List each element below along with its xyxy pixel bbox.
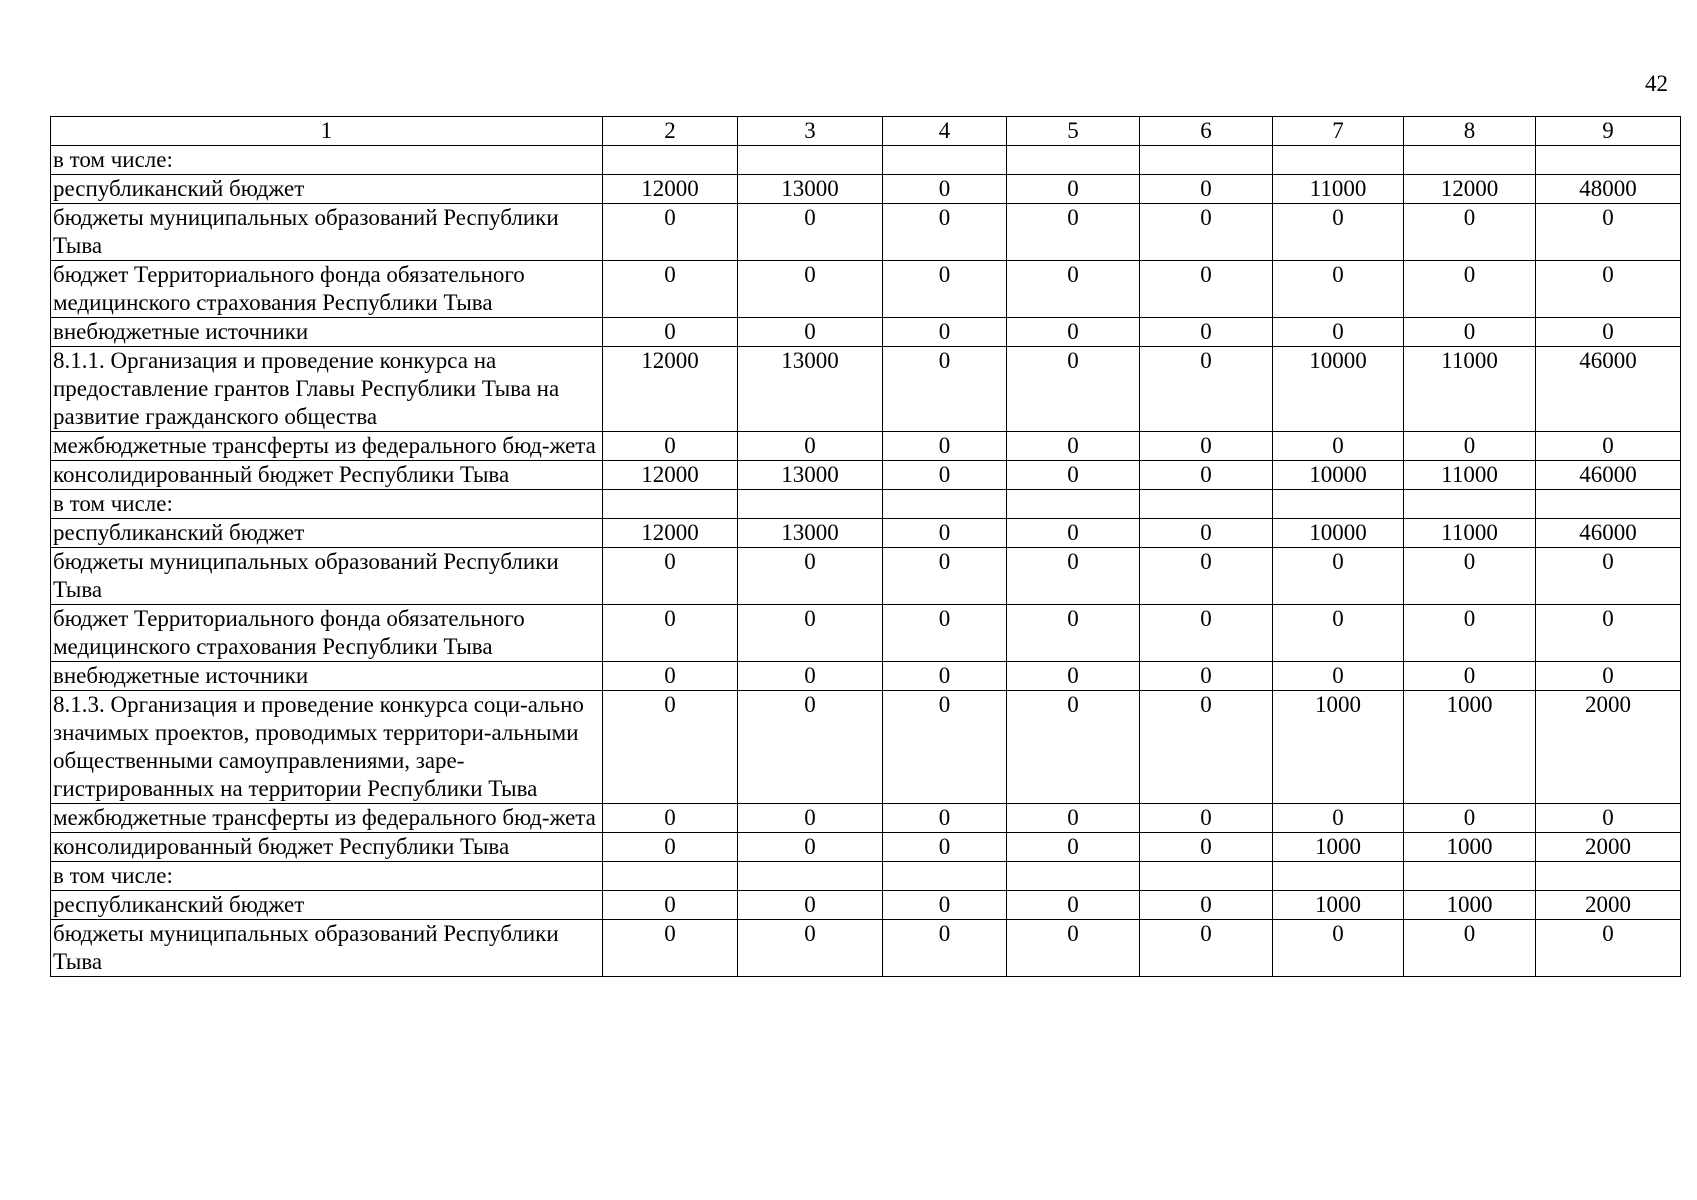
cell-value: 12000	[1404, 175, 1536, 204]
cell-value: 0	[738, 804, 883, 833]
cell-value: 0	[1140, 347, 1273, 432]
cell-value: 0	[1007, 519, 1140, 548]
cell-value: 0	[1007, 261, 1140, 318]
row-label: межбюджетные трансферты из федерального бюд-жета	[51, 804, 603, 833]
cell-value	[603, 490, 738, 519]
cell-value: 11000	[1273, 175, 1404, 204]
cell-value: 0	[1273, 920, 1404, 977]
cell-value: 2000	[1536, 691, 1681, 804]
cell-value: 0	[1007, 662, 1140, 691]
row-label: бюджет Территориального фонда обязательного медицинского страхования Республики Тыва	[51, 261, 603, 318]
cell-value: 0	[738, 548, 883, 605]
row-label: бюджет Территориального фонда обязательного медицинского страхования Республики Тыва	[51, 605, 603, 662]
cell-value	[1140, 862, 1273, 891]
row-label: в том числе:	[51, 490, 603, 519]
cell-value: 0	[1404, 432, 1536, 461]
cell-value	[1140, 146, 1273, 175]
cell-value: 0	[883, 347, 1007, 432]
table-row	[51, 261, 1681, 318]
cell-value: 0	[1140, 318, 1273, 347]
cell-value: 0	[1007, 432, 1140, 461]
cell-value: 0	[1536, 804, 1681, 833]
cell-value: 0	[883, 804, 1007, 833]
cell-value: 46000	[1536, 519, 1681, 548]
table-row	[51, 432, 1681, 461]
cell-value: 0	[1007, 804, 1140, 833]
cell-value: 0	[1007, 833, 1140, 862]
cell-value: 13000	[738, 347, 883, 432]
cell-value: 0	[1536, 318, 1681, 347]
table-row	[51, 833, 1681, 862]
cell-value: 48000	[1536, 175, 1681, 204]
table-row	[51, 920, 1681, 977]
cell-value: 0	[738, 432, 883, 461]
cell-value: 13000	[738, 461, 883, 490]
column-header: 7	[1273, 117, 1404, 146]
cell-value: 0	[1536, 204, 1681, 261]
cell-value: 0	[1273, 548, 1404, 605]
cell-value	[1404, 146, 1536, 175]
cell-value: 12000	[603, 461, 738, 490]
cell-value: 10000	[1273, 347, 1404, 432]
cell-value: 12000	[603, 347, 738, 432]
cell-value: 0	[1007, 920, 1140, 977]
cell-value: 0	[1007, 691, 1140, 804]
cell-value: 0	[883, 519, 1007, 548]
cell-value	[603, 862, 738, 891]
cell-value: 0	[1007, 175, 1140, 204]
row-label: консолидированный бюджет Республики Тыва	[51, 833, 603, 862]
cell-value: 0	[1404, 548, 1536, 605]
cell-value: 0	[1273, 605, 1404, 662]
cell-value: 0	[603, 804, 738, 833]
cell-value: 0	[883, 432, 1007, 461]
cell-value	[738, 862, 883, 891]
cell-value: 0	[738, 605, 883, 662]
cell-value	[1273, 862, 1404, 891]
table-row	[51, 548, 1681, 605]
row-label: внебюджетные источники	[51, 662, 603, 691]
cell-value: 0	[1140, 804, 1273, 833]
row-label: республиканский бюджет	[51, 519, 603, 548]
cell-value	[1007, 862, 1140, 891]
table-row	[51, 804, 1681, 833]
cell-value: 0	[883, 461, 1007, 490]
cell-value: 0	[1404, 318, 1536, 347]
cell-value: 0	[883, 891, 1007, 920]
row-label: 8.1.1. Организация и проведение конкурса на предоставление грантов Главы Республики Тыва на развитие гражданского общества	[51, 347, 603, 432]
column-header: 2	[603, 117, 738, 146]
cell-value: 0	[1140, 920, 1273, 977]
cell-value: 12000	[603, 175, 738, 204]
cell-value: 0	[1140, 519, 1273, 548]
row-label: в том числе:	[51, 146, 603, 175]
cell-value: 0	[1140, 204, 1273, 261]
cell-value: 0	[1536, 605, 1681, 662]
table-body	[51, 117, 1681, 977]
cell-value: 0	[1140, 891, 1273, 920]
cell-value: 0	[738, 662, 883, 691]
cell-value: 0	[1140, 605, 1273, 662]
row-label: республиканский бюджет	[51, 175, 603, 204]
row-label: 8.1.3. Организация и проведение конкурса соци-ально значимых проектов, проводимых территори-альными общественными самоуправлениями, заре-гистрированных на территории Республики Тыва	[51, 691, 603, 804]
cell-value: 0	[1404, 204, 1536, 261]
column-header: 9	[1536, 117, 1681, 146]
row-label: республиканский бюджет	[51, 891, 603, 920]
cell-value: 0	[603, 691, 738, 804]
cell-value	[883, 490, 1007, 519]
cell-value	[1536, 146, 1681, 175]
cell-value: 0	[1007, 461, 1140, 490]
cell-value: 0	[738, 833, 883, 862]
table-row	[51, 146, 1681, 175]
cell-value: 0	[738, 204, 883, 261]
cell-value	[738, 146, 883, 175]
cell-value: 0	[1273, 204, 1404, 261]
cell-value: 0	[1273, 432, 1404, 461]
cell-value: 0	[603, 204, 738, 261]
cell-value	[1007, 490, 1140, 519]
row-label: внебюджетные источники	[51, 318, 603, 347]
cell-value: 2000	[1536, 833, 1681, 862]
cell-value: 0	[1536, 432, 1681, 461]
cell-value: 0	[883, 833, 1007, 862]
cell-value: 0	[1140, 461, 1273, 490]
table-row	[51, 662, 1681, 691]
cell-value: 1000	[1273, 833, 1404, 862]
table-row	[51, 347, 1681, 432]
cell-value: 1000	[1273, 691, 1404, 804]
cell-value: 0	[1140, 548, 1273, 605]
cell-value: 0	[883, 920, 1007, 977]
cell-value: 0	[1536, 662, 1681, 691]
table-row	[51, 605, 1681, 662]
cell-value: 1000	[1273, 891, 1404, 920]
cell-value: 11000	[1404, 519, 1536, 548]
cell-value: 0	[1007, 891, 1140, 920]
table-row	[51, 175, 1681, 204]
cell-value	[1273, 146, 1404, 175]
cell-value: 0	[1536, 920, 1681, 977]
row-label: консолидированный бюджет Республики Тыва	[51, 461, 603, 490]
cell-value: 0	[1140, 261, 1273, 318]
cell-value: 0	[883, 605, 1007, 662]
cell-value: 0	[1273, 318, 1404, 347]
cell-value: 13000	[738, 519, 883, 548]
cell-value: 0	[1140, 432, 1273, 461]
cell-value: 1000	[1404, 691, 1536, 804]
column-header: 4	[883, 117, 1007, 146]
cell-value: 2000	[1536, 891, 1681, 920]
row-label: в том числе:	[51, 862, 603, 891]
table-row	[51, 862, 1681, 891]
cell-value: 0	[1007, 605, 1140, 662]
cell-value: 46000	[1536, 347, 1681, 432]
cell-value: 0	[603, 605, 738, 662]
page-number: 42	[1645, 71, 1668, 96]
cell-value	[1536, 490, 1681, 519]
cell-value: 0	[1007, 347, 1140, 432]
table-row	[51, 490, 1681, 519]
cell-value: 0	[1140, 691, 1273, 804]
cell-value: 11000	[1404, 347, 1536, 432]
cell-value: 11000	[1404, 461, 1536, 490]
column-header: 1	[51, 117, 603, 146]
cell-value: 46000	[1536, 461, 1681, 490]
cell-value	[883, 146, 1007, 175]
header-row	[51, 117, 1681, 146]
row-label: бюджеты муниципальных образований Республики Тыва	[51, 920, 603, 977]
column-header: 3	[738, 117, 883, 146]
table-row	[51, 519, 1681, 548]
cell-value: 0	[883, 261, 1007, 318]
cell-value: 0	[1404, 261, 1536, 318]
cell-value: 0	[883, 662, 1007, 691]
table-row	[51, 204, 1681, 261]
column-header: 6	[1140, 117, 1273, 146]
cell-value	[1273, 490, 1404, 519]
cell-value	[1404, 490, 1536, 519]
cell-value: 0	[1404, 605, 1536, 662]
column-header: 5	[1007, 117, 1140, 146]
cell-value: 0	[738, 891, 883, 920]
row-label: бюджеты муниципальных образований Республики Тыва	[51, 204, 603, 261]
cell-value: 0	[883, 548, 1007, 605]
cell-value	[738, 490, 883, 519]
cell-value: 0	[1007, 548, 1140, 605]
cell-value	[1404, 862, 1536, 891]
budget-table	[50, 116, 1681, 977]
cell-value: 0	[1273, 261, 1404, 318]
cell-value: 0	[1536, 261, 1681, 318]
cell-value	[603, 146, 738, 175]
cell-value: 13000	[738, 175, 883, 204]
cell-value	[1140, 490, 1273, 519]
cell-value: 10000	[1273, 461, 1404, 490]
table-row	[51, 691, 1681, 804]
cell-value: 0	[883, 318, 1007, 347]
cell-value: 0	[1404, 920, 1536, 977]
table-row	[51, 891, 1681, 920]
cell-value	[1536, 862, 1681, 891]
table-row	[51, 461, 1681, 490]
cell-value: 0	[738, 920, 883, 977]
cell-value: 0	[603, 261, 738, 318]
cell-value	[883, 862, 1007, 891]
cell-value: 0	[1536, 548, 1681, 605]
cell-value: 12000	[603, 519, 738, 548]
cell-value: 0	[603, 920, 738, 977]
cell-value: 0	[1404, 662, 1536, 691]
cell-value: 0	[738, 261, 883, 318]
cell-value: 0	[883, 204, 1007, 261]
cell-value: 10000	[1273, 519, 1404, 548]
cell-value: 0	[883, 175, 1007, 204]
cell-value: 1000	[1404, 891, 1536, 920]
cell-value: 0	[603, 891, 738, 920]
row-label: межбюджетные трансферты из федерального бюд-жета	[51, 432, 603, 461]
cell-value: 0	[603, 318, 738, 347]
cell-value: 0	[1273, 804, 1404, 833]
column-header: 8	[1404, 117, 1536, 146]
cell-value: 0	[1007, 204, 1140, 261]
cell-value: 0	[1140, 662, 1273, 691]
cell-value: 1000	[1404, 833, 1536, 862]
cell-value: 0	[1007, 318, 1140, 347]
cell-value: 0	[603, 833, 738, 862]
cell-value: 0	[1140, 175, 1273, 204]
cell-value: 0	[883, 691, 1007, 804]
cell-value	[1007, 146, 1140, 175]
cell-value: 0	[738, 318, 883, 347]
cell-value: 0	[1273, 662, 1404, 691]
table-row	[51, 318, 1681, 347]
cell-value: 0	[1404, 804, 1536, 833]
row-label: бюджеты муниципальных образований Республики Тыва	[51, 548, 603, 605]
cell-value: 0	[603, 548, 738, 605]
cell-value: 0	[1140, 833, 1273, 862]
cell-value: 0	[603, 432, 738, 461]
cell-value: 0	[603, 662, 738, 691]
cell-value: 0	[738, 691, 883, 804]
